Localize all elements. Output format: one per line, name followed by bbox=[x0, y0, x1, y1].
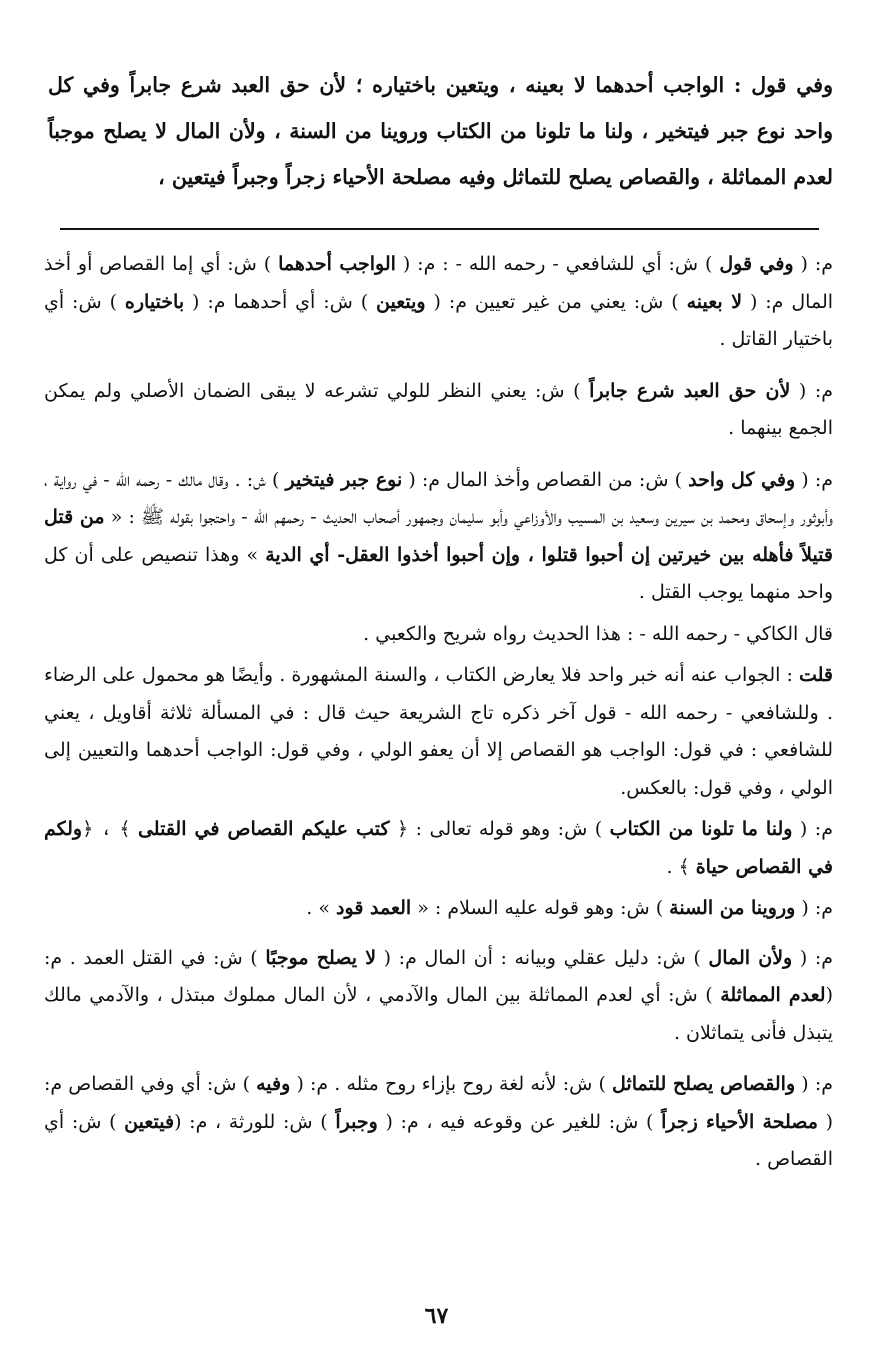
commentary-text: ) ش: من القصاص وأخذ المال م: ( bbox=[402, 468, 689, 491]
commentary-text: ) ش: أي لعدم المماثلة بين المال والآدمي ، لأن المال مملوك مبتذل ، والآدمي مالك يتبذل فأنى يتماثلان . bbox=[44, 984, 833, 1044]
commentary-text: ) ش: للغير عن وقوعه فيه ، م: ( bbox=[377, 1110, 662, 1133]
commentary-text: ) ش: أي وفي القصاص م: ( bbox=[44, 1073, 834, 1133]
commentary-text: قال الكاكي - رحمه الله - : هذا الحديث رواه شريح والكعبي . bbox=[363, 622, 833, 645]
commentary-paragraph bbox=[44, 940, 833, 1053]
commentary-text: : الجواب عنه أنه خبر واحد فلا يعارض الكتاب ، والسنة المشهورة . وأيضًا هو محمول على الرضاء . وللشافعي - رحمه الله - قول آخر ذكره تاج الشريعة حيث قال : في المسألة ثلاثة أقاويل ، يعني للشافعي : في قول: الواجب هو القصاص إلا أن يعفو الولي ، وفي قول: الواجب أحدهما والتعيين إلى الولي ، وفي قول: بالعكس. bbox=[44, 664, 833, 799]
matn-quote: من قتل قتيلاً فأهله بين خيرتين إن أحبوا قتلوا ، وإن أحبوا أخذوا العقل- أي الدية bbox=[44, 506, 833, 566]
commentary-text: ) ش: يعني من غير تعيين م: ( bbox=[425, 290, 687, 313]
matn-quote: والقصاص يصلح للتماثل bbox=[612, 1073, 796, 1095]
commentary-paragraph bbox=[44, 462, 833, 612]
commentary-paragraph bbox=[44, 890, 833, 928]
section-divider bbox=[60, 228, 819, 230]
matn-quote: باختياره bbox=[124, 290, 185, 313]
matn-quote: مصلحة الأحياء زجراً bbox=[661, 1110, 818, 1133]
commentary-text: م: ( bbox=[795, 1073, 833, 1095]
commentary-text: ) ش: دليل عقلي وبيانه : أن المال م: ( bbox=[376, 946, 709, 969]
commentary-text: ) ش: لأنه لغة روح بإزاء روح مثله . م: ( bbox=[290, 1073, 613, 1095]
matn-quote: لا يصلح موجبًا bbox=[265, 946, 377, 969]
matn-quote: لأن حق العبد شرع جابراً bbox=[589, 379, 791, 402]
commentary-text: ) ش: أي أحدهما م: ( bbox=[184, 290, 377, 313]
commentary-paragraph bbox=[44, 246, 833, 359]
matn-quote: فيتعين bbox=[124, 1110, 175, 1133]
matn-quote: لا بعينه bbox=[686, 290, 743, 313]
matn-quote: وجبراً bbox=[335, 1110, 378, 1133]
matn-quote: وفي قول bbox=[719, 253, 794, 275]
commentary-text: ) ش: وهو قوله تعالى : ﴿ bbox=[389, 818, 610, 840]
matn-quote: ويتعين bbox=[376, 290, 426, 313]
matn-quote: العمد قود bbox=[336, 897, 412, 919]
commentary-text: ) ش: . وقال مالك - رحمه الله - في رواية ، وأبوثور وإسحاق ومحمد بن سيرين وسعيد بن المسيب والأوزاعي وأبو سليمان وجمهور أصحاب الحديث - رحمهم الله - واحتجوا بقوله ﷺ : « bbox=[44, 468, 833, 528]
matn-quote: وروينا من السنة bbox=[669, 897, 796, 919]
commentary-text: ) ش: أي للشافعي - رحمه الله - : م: ( bbox=[395, 253, 720, 275]
matn-quote: الواجب أحدهما bbox=[278, 253, 396, 275]
commentary-paragraph bbox=[44, 811, 833, 886]
commentary-text: ) ش: أي القصاص . bbox=[44, 1110, 833, 1170]
commentary-text: ) ش: في القتل العمد . م: ( bbox=[44, 946, 833, 1006]
commentary-text: م: ( bbox=[795, 897, 833, 919]
commentary-text: م: ( bbox=[792, 946, 833, 969]
commentary-text: ﴾ . bbox=[666, 855, 696, 878]
commentary-text: م: ( bbox=[795, 468, 833, 491]
commentary-text: ) ش: أي باختيار القاتل . bbox=[44, 290, 833, 350]
page-number: ٦٧ bbox=[424, 1303, 449, 1329]
commentary-text: ) ش: أي إما القصاص أو أخذ المال م: ( bbox=[44, 253, 834, 313]
commentary-text: » وهذا تنصيص على أن كل واحد منهما يوجب القتل . bbox=[44, 543, 833, 603]
commentary-text: ) ش: يعني النظر للولي تشرعه لا يبقى الضمان الأصلي ولم يمكن الجمع بينهما . bbox=[44, 379, 833, 439]
commentary-paragraph bbox=[44, 373, 833, 448]
commentary-text: ﴾ ، ﴿ bbox=[82, 818, 138, 840]
commentary-text: م: ( bbox=[793, 253, 833, 275]
commentary-paragraph bbox=[44, 1066, 833, 1179]
matn-quote: ولأن المال bbox=[708, 946, 793, 969]
matn-quote: ولنا ما تلونا من الكتاب bbox=[609, 818, 793, 840]
matn-quote: قلت bbox=[798, 664, 833, 686]
commentary-section bbox=[44, 236, 833, 1179]
commentary-text: ) ش: وهو قوله عليه السلام : « bbox=[411, 897, 670, 919]
matn-quote: لعدم المماثلة bbox=[720, 984, 826, 1006]
matn-quote: وفيه bbox=[256, 1073, 291, 1095]
commentary-paragraph bbox=[44, 616, 833, 654]
commentary-text: م: ( bbox=[792, 818, 833, 840]
matn-quote: ولكم في القصاص حياة bbox=[44, 818, 833, 878]
commentary-text: م: ( bbox=[790, 379, 833, 402]
matn-quote: نوع جبر فيتخير bbox=[285, 468, 403, 491]
matn-quote: وفي كل واحد bbox=[688, 468, 796, 491]
matn-quote: كتب عليكم القصاص في القتلى bbox=[137, 818, 390, 840]
commentary-text: ) ش: للورثة ، م: ( bbox=[174, 1110, 336, 1133]
commentary-paragraph bbox=[44, 657, 833, 807]
main-text-block: وفي قول : الواجب أحدهما لا بعينه ، ويتعين باختياره ؛ لأن حق العبد شرع جابراً وفي كل واحد نوع جبر فيتخير ، ولنا ما تلونا من الكتاب وروينا من السنة ، ولأن المال لا يصلح موجباً لعدم المماثلة ، والقصاص يصلح للتماثل وفيه مصلحة الأحياء زجراً وجبراً فيتعين ، bbox=[48, 73, 833, 189]
commentary-text: » . bbox=[306, 897, 337, 919]
